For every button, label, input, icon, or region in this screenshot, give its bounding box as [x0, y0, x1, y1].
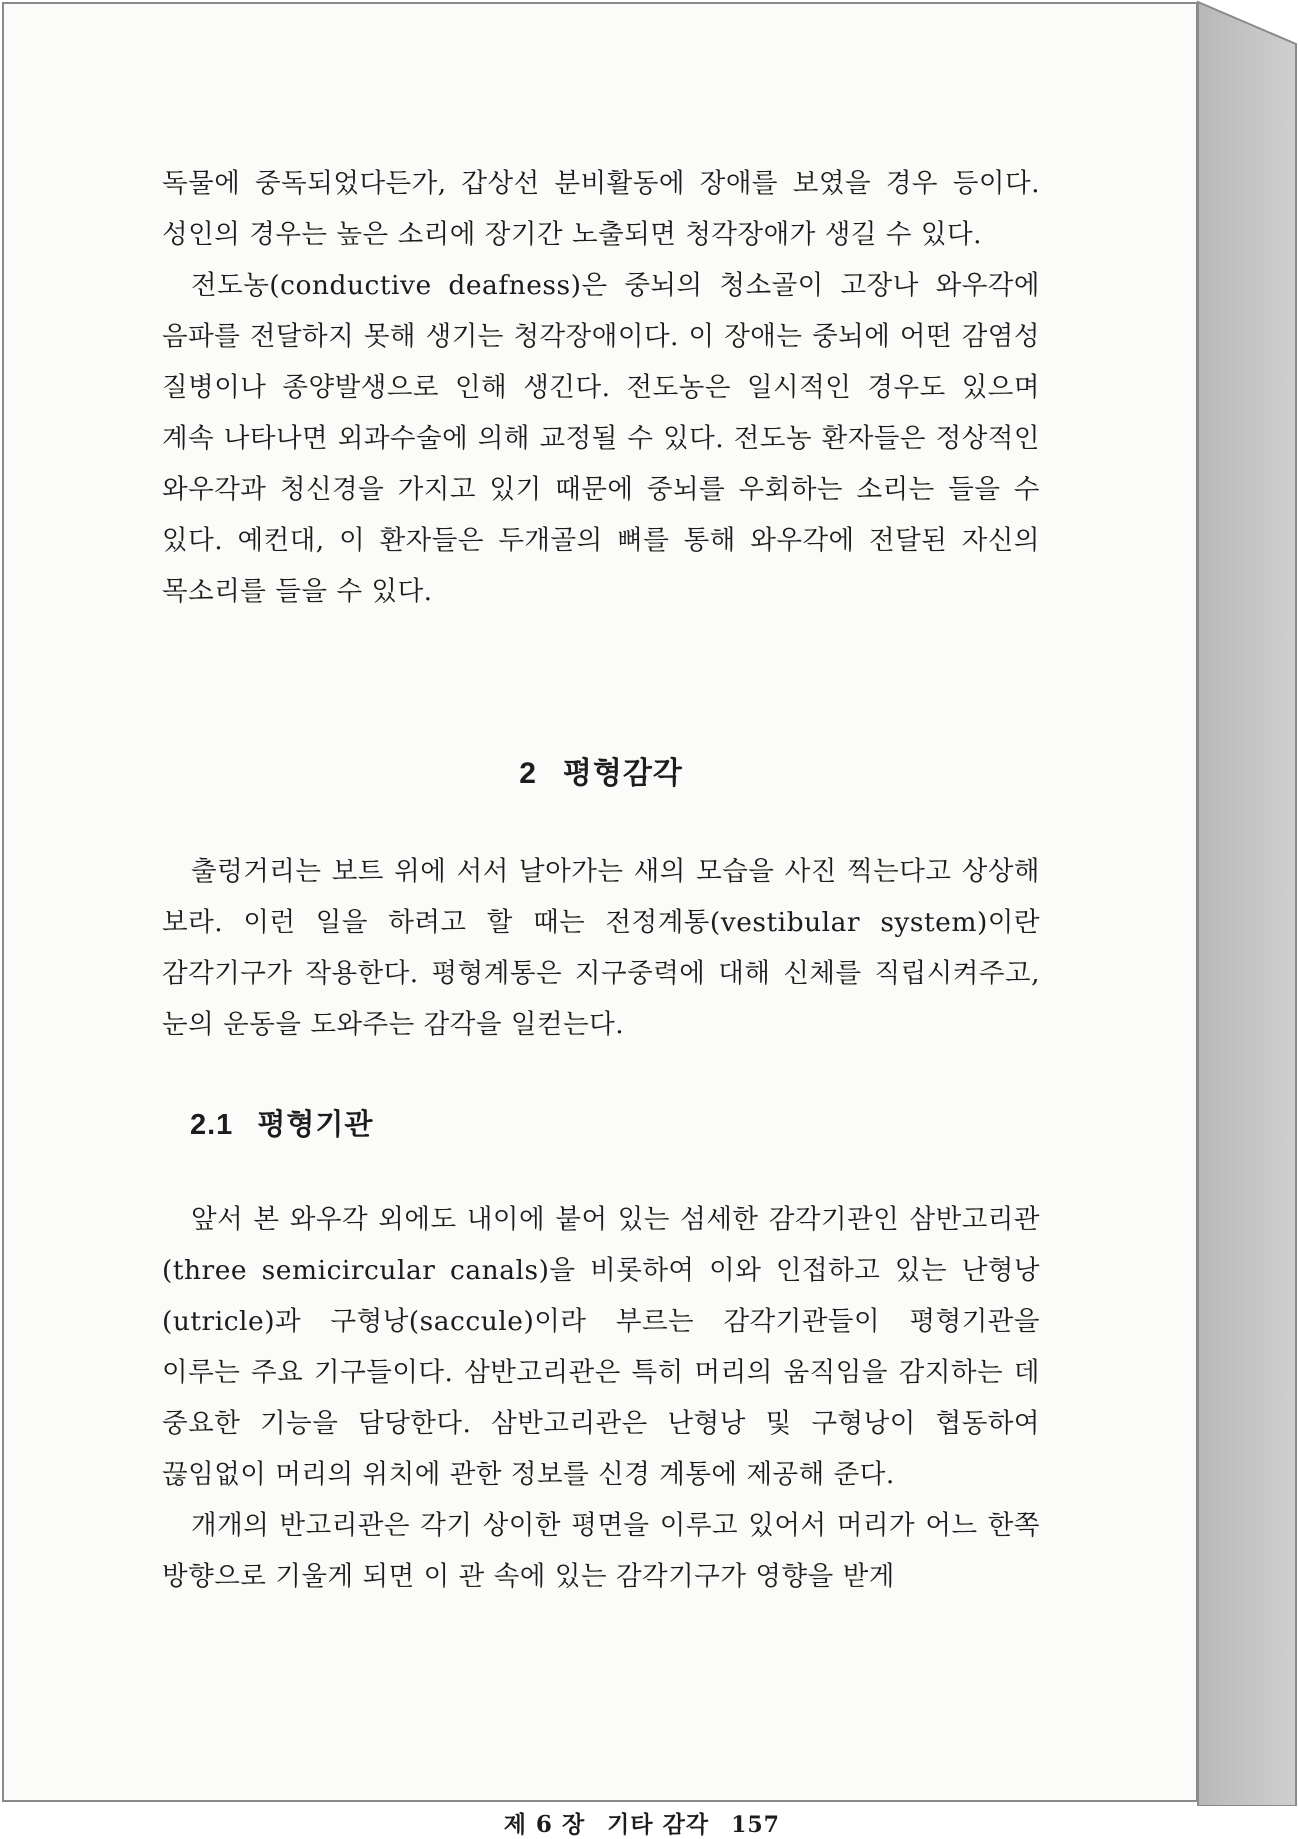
paragraph: 독물에 중독되었다든가, 갑상선 분비활동에 장애를 보였을 경우 등이다. 성인의 경우는 높은 소리에 장기간 노출되면 청각장애가 생길 수 있다.: [162, 168, 1040, 250]
section-title: 평형감각: [562, 756, 683, 791]
paragraph: 출렁거리는 보트 위에 서서 날아가는 새의 모습을 사진 찍는다고 상상해 보라. 이런 일을 하려고 할 때는 전정계통(vestibular system)이란 감각기구가 작용한다. 평형계통은 지구중력에 대해 신체를 직립시켜주고, 눈의 운동을 도와주는 감각을 일컫는다.: [162, 856, 1040, 1040]
paragraph: 앞서 본 와우각 외에도 내이에 붙어 있는 섬세한 감각기관인 삼반고리관(three semicircular canals)을 비롯하여 이와 인접하고 있는 난형낭(utricle)과 구형낭(saccule)이라 부르는 감각기관들이 평형기관을 이루는 주요 기구들이다. 삼반고리관은 특히 머리의 움직임을 감지하는 데 중요한 기능을 담당한다. 삼반고리관은 난형낭 및 구형낭이 협동하여 끊임없이 머리의 위치에 관한 정보를 신경 계통에 제공해 준다.: [162, 1204, 1040, 1490]
paragraph: 전도농(conductive deafness)은 중뇌의 청소골이 고장나 와우각에 음파를 전달하지 못해 생기는 청각장애이다. 이 장애는 중뇌에 어떤 감염성 질병이나 종양발생으로 인해 생긴다. 전도농은 일시적인 경우도 있으며 계속 나타나면 외과수술에 의해 교정될 수 있다. 전도농 환자들은 정상적인 와우각과 청신경을 가지고 있기 때문에 중뇌를 우회하는 소리는 들을 수 있다. 예컨대, 이 환자들은 두개골의 뼈를 통해 와우각에 전달된 자신의 목소리를 들을 수 있다.: [162, 270, 1040, 607]
paragraph: 개개의 반고리관은 각기 상이한 평면을 이루고 있어서 머리가 어느 한쪽 방향으로 기울게 되면 이 관 속에 있는 감각기구가 영향을 받게: [162, 1510, 1040, 1592]
footer-chapter: 제 6 장: [503, 1811, 586, 1838]
section-heading: [162, 748, 1040, 792]
section-number: 2: [519, 757, 537, 790]
text-block-2: [162, 846, 1040, 1050]
subsection-number: 2.1: [190, 1109, 234, 1141]
text-block-1: [162, 158, 1040, 617]
book-page: [2, 2, 1198, 1838]
subsection-title: 평형기관: [257, 1107, 374, 1141]
page-number: 157: [731, 1812, 780, 1838]
subsection-heading: [190, 1102, 373, 1143]
running-footer: [504, 1806, 780, 1839]
footer-title: 기타 감각: [607, 1811, 710, 1838]
text-block-3: [162, 1194, 1040, 1602]
